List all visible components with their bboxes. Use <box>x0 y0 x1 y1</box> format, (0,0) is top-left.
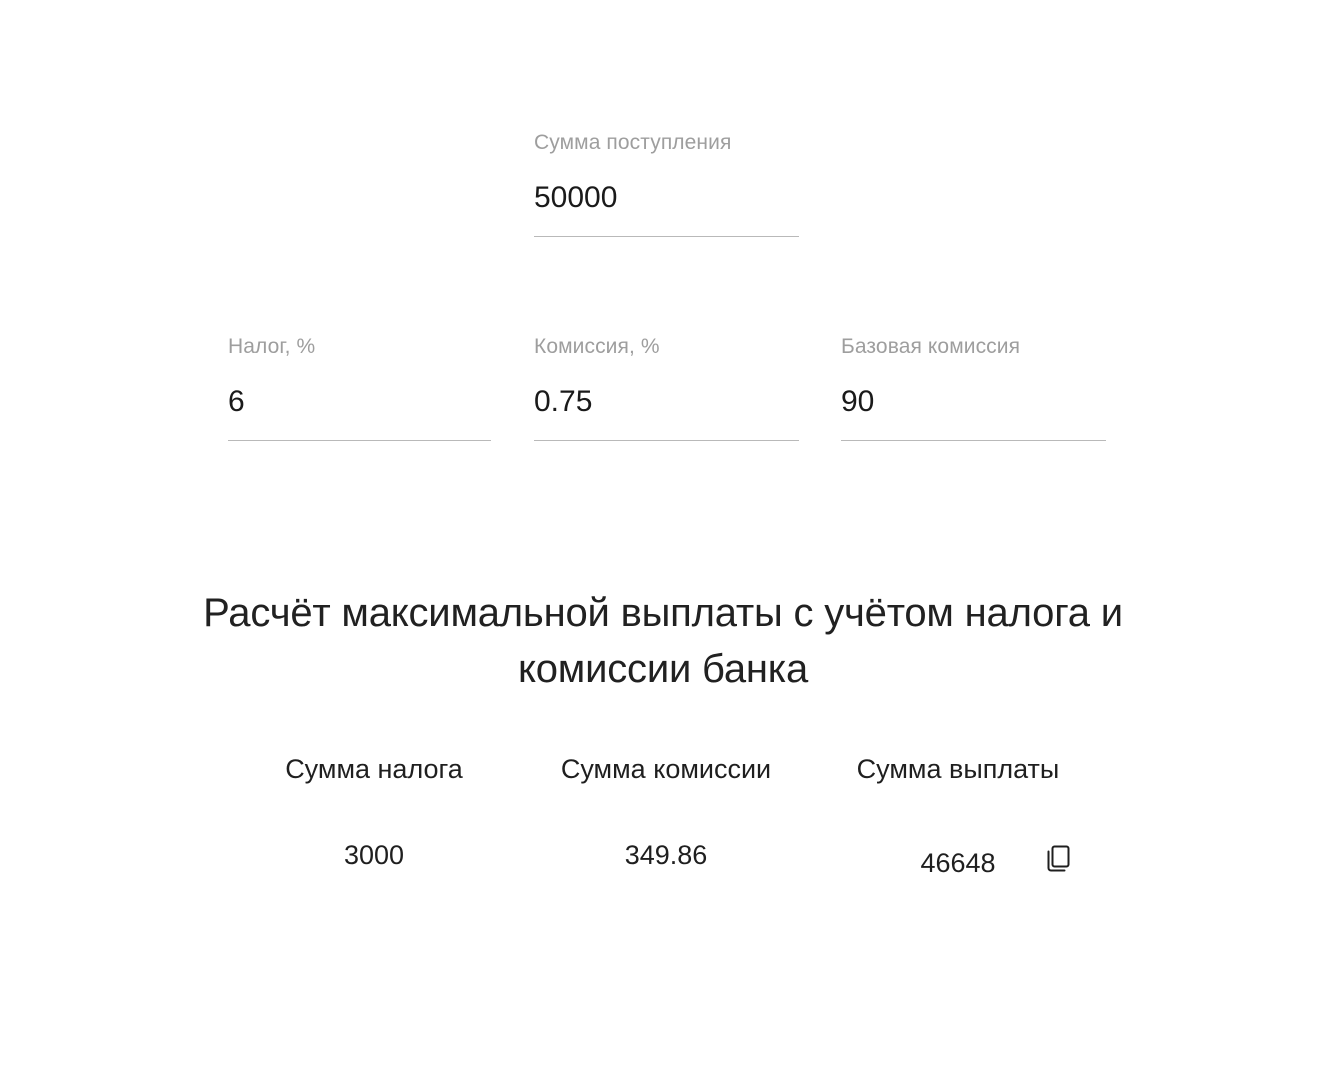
result-payout-amount <box>812 752 1104 880</box>
field-commission-percent-label: Комиссия, % <box>534 335 660 358</box>
commission-percent-input[interactable]: 0.75 <box>534 385 593 418</box>
field-commission-percent-underline <box>534 440 799 441</box>
field-tax-percent-label: Налог, % <box>228 335 316 358</box>
field-commission-percent <box>534 334 799 441</box>
field-amount <box>534 130 799 237</box>
results-row <box>228 752 1106 880</box>
field-base-commission-underline <box>841 440 1106 441</box>
page-title: Расчёт максимальной выплаты с учётом налога и комиссии банка <box>203 590 1123 691</box>
result-tax-amount-label: Сумма налога <box>285 754 463 784</box>
field-tax-percent <box>228 334 491 441</box>
amount-input[interactable]: 50000 <box>534 181 618 214</box>
field-amount-underline <box>534 236 799 237</box>
result-payout-amount-label: Сумма выплаты <box>856 754 1060 784</box>
copy-icon[interactable] <box>1042 840 1076 874</box>
field-tax-percent-underline <box>228 440 491 441</box>
field-base-commission-label: Базовая комиссия <box>841 335 1021 358</box>
base-commission-input[interactable]: 90 <box>841 385 875 418</box>
field-base-commission <box>841 334 1106 441</box>
result-tax-amount <box>228 752 520 880</box>
result-payout-amount-value: 46648 <box>920 848 996 878</box>
result-tax-amount-value: 3000 <box>343 840 405 870</box>
result-commission-amount-value: 349.86 <box>624 840 708 870</box>
result-commission-amount <box>520 752 812 880</box>
result-commission-amount-label: Сумма комиссии <box>560 754 772 784</box>
field-amount-label: Сумма поступления <box>534 131 732 154</box>
tax-percent-input[interactable]: 6 <box>228 385 245 418</box>
